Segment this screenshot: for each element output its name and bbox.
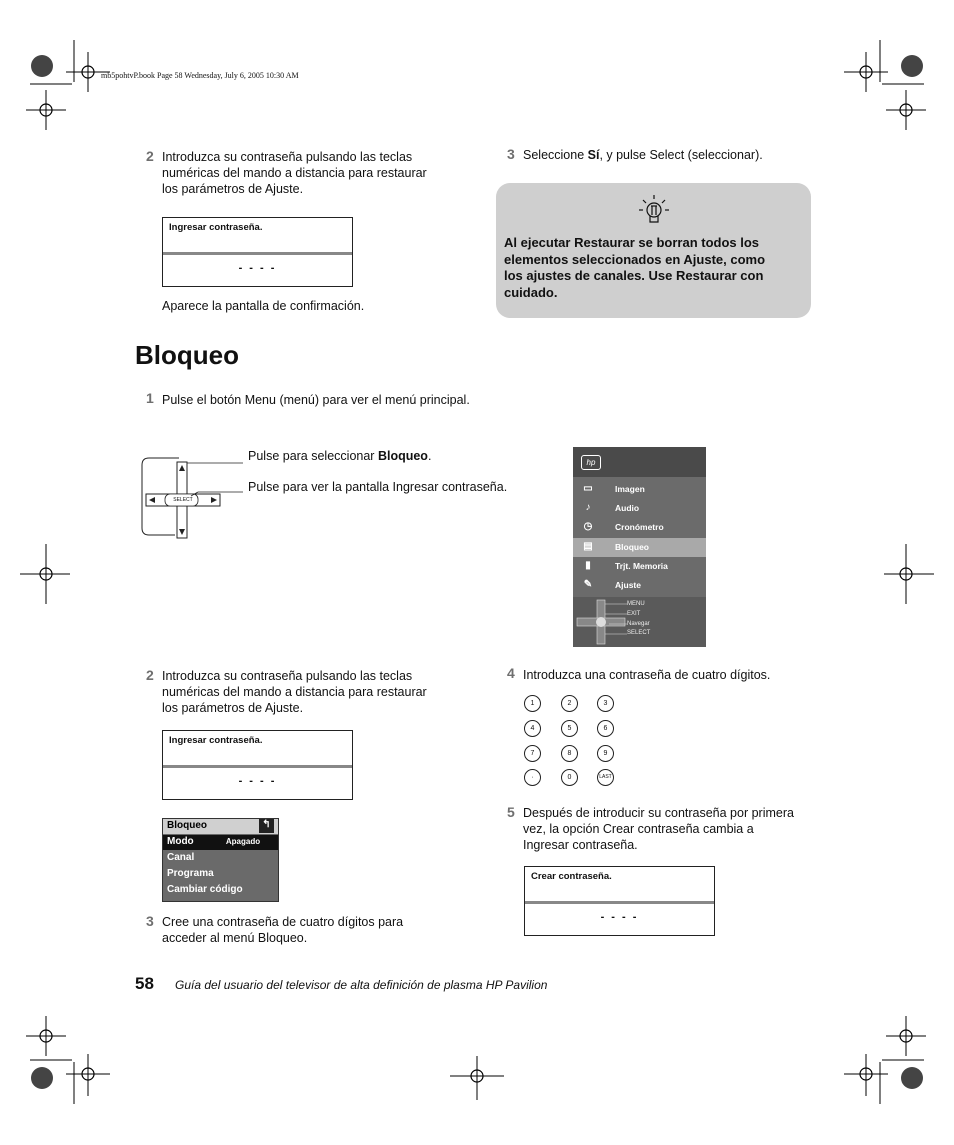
print-header: mb5pohtvP.book Page 58 Wednesday, July 6, 2005 10:30 AM bbox=[101, 71, 299, 80]
nav-dpad-icon bbox=[575, 598, 627, 646]
text-line: vez, la opción Crear contraseña cambia a bbox=[523, 822, 754, 836]
note-line: cuidado. bbox=[504, 284, 558, 300]
step-text bbox=[523, 147, 763, 163]
step-number: 1 bbox=[146, 390, 154, 406]
key-3[interactable]: 3 bbox=[597, 695, 614, 712]
password-dashes: - - - - bbox=[238, 775, 277, 787]
step-number: 3 bbox=[507, 146, 515, 162]
key-4[interactable]: 4 bbox=[524, 720, 541, 737]
callout-bold: Bloqueo bbox=[377, 449, 428, 463]
text-line: Cree una contraseña de cuatro dígitos para bbox=[162, 915, 404, 929]
lightbulb-icon bbox=[634, 191, 674, 227]
key-7[interactable]: 7 bbox=[524, 745, 541, 762]
key-1[interactable]: 1 bbox=[524, 695, 541, 712]
menu-item-label: Cronómetro bbox=[615, 522, 664, 532]
lock-menu-item-cambiar-codigo[interactable] bbox=[163, 883, 278, 898]
create-password-box bbox=[524, 866, 715, 936]
divider bbox=[163, 252, 352, 255]
nav-label-navegar: Navegar bbox=[627, 621, 650, 627]
menu-item-memoria[interactable] bbox=[573, 557, 706, 576]
password-box-label: Ingresar contraseña. bbox=[169, 222, 263, 233]
lock-menu-item-modo[interactable] bbox=[163, 835, 278, 850]
lock-submenu bbox=[162, 818, 279, 902]
select-button-label: SELECT bbox=[173, 497, 193, 503]
tv-main-menu bbox=[573, 447, 706, 647]
key-5[interactable]: 5 bbox=[561, 720, 578, 737]
step-number: 4 bbox=[507, 665, 515, 681]
key-dot[interactable]: · bbox=[524, 769, 541, 786]
password-dashes: - - - - bbox=[600, 911, 639, 923]
callout-suffix: . bbox=[427, 449, 432, 463]
callout-password-screen: Pulse para ver la pantalla Ingresar contraseña. bbox=[248, 480, 508, 494]
text-line: Ingresar contraseña. bbox=[523, 838, 638, 852]
menu-item-label: Ajuste bbox=[615, 580, 641, 590]
text-line: Introduzca su contraseña pulsando las teclas bbox=[162, 669, 413, 683]
lock-menu-item-label: Programa bbox=[167, 868, 214, 879]
timer-icon: ◷ bbox=[583, 521, 593, 532]
key-last[interactable]: LAST bbox=[597, 769, 614, 786]
text-line: Introduzca su contraseña pulsando las teclas bbox=[162, 150, 413, 164]
text-line: los parámetros de Ajuste. bbox=[162, 182, 304, 196]
lock-menu-item-programa[interactable] bbox=[163, 867, 278, 882]
step-text: Introduzca una contraseña de cuatro dígitos. bbox=[523, 668, 771, 682]
key-8[interactable]: 8 bbox=[561, 745, 578, 762]
speaker-icon: ♪ bbox=[585, 502, 591, 513]
password-box-label: Crear contraseña. bbox=[531, 871, 612, 882]
password-box-label: Ingresar contraseña. bbox=[169, 735, 263, 746]
footer-title: Guía del usuario del televisor de alta definición de plasma HP Pavilion bbox=[175, 978, 548, 992]
step-number: 5 bbox=[507, 804, 515, 820]
hp-logo-text: hp bbox=[586, 458, 596, 467]
menu-item-label: Audio bbox=[615, 503, 640, 513]
hp-logo bbox=[581, 455, 601, 470]
password-dashes: - - - - bbox=[238, 262, 277, 274]
menu-item-ajuste[interactable] bbox=[573, 576, 706, 595]
divider bbox=[525, 901, 714, 904]
key-6[interactable]: 6 bbox=[597, 720, 614, 737]
key-9[interactable]: 9 bbox=[597, 745, 614, 762]
menu-header bbox=[573, 447, 706, 477]
step-text bbox=[162, 914, 452, 946]
menu-item-bloqueo[interactable] bbox=[573, 538, 706, 557]
mode-value: Apagado bbox=[211, 836, 275, 848]
nav-label-menu: MENU bbox=[627, 601, 645, 607]
menu-item-cronometro[interactable] bbox=[573, 518, 706, 537]
text-line: acceder al menú Bloqueo. bbox=[162, 931, 308, 945]
menu-item-label: Trjt. Memoria bbox=[615, 561, 668, 571]
text-prefix: Seleccione bbox=[523, 148, 588, 162]
lock-menu-item-canal[interactable] bbox=[163, 851, 278, 866]
menu-item-audio[interactable] bbox=[573, 499, 706, 518]
note-line: los ajustes de canales. Use Restaurar con bbox=[504, 268, 764, 283]
text-suffix: , y pulse Select (seleccionar). bbox=[599, 148, 763, 162]
lock-menu-title bbox=[163, 819, 278, 834]
key-0[interactable]: 0 bbox=[561, 769, 578, 786]
step-text bbox=[162, 668, 452, 716]
password-box bbox=[162, 730, 353, 800]
text-bold: Sí bbox=[587, 148, 600, 162]
step-text bbox=[523, 805, 823, 853]
step-text: Pulse el botón Menu (menú) para ver el menú principal. bbox=[162, 393, 470, 407]
note-line: elementos seleccionados en Ajuste, como bbox=[504, 251, 766, 267]
section-title: Bloqueo bbox=[135, 340, 239, 370]
back-icon[interactable]: ↰ bbox=[259, 819, 274, 833]
divider bbox=[163, 765, 352, 768]
text-line: Después de introducir su contraseña por primera bbox=[523, 806, 794, 820]
menu-item-imagen[interactable] bbox=[573, 480, 706, 499]
lock-icon: ▤ bbox=[583, 541, 593, 552]
note-text bbox=[504, 235, 804, 301]
password-box bbox=[162, 217, 353, 287]
wrench-icon: ✎ bbox=[583, 579, 593, 590]
step-number: 3 bbox=[146, 913, 154, 929]
lock-menu-item-label: Cambiar código bbox=[167, 884, 243, 895]
menu-item-label: Bloqueo bbox=[615, 542, 649, 552]
callout-select-lock bbox=[248, 448, 431, 464]
text-line: numéricas del mando a distancia para restaurar bbox=[162, 685, 427, 699]
lock-menu-title-text: Bloqueo bbox=[167, 820, 207, 831]
key-2[interactable]: 2 bbox=[561, 695, 578, 712]
step-number: 2 bbox=[146, 667, 154, 683]
menu-nav-legend bbox=[573, 597, 706, 647]
confirmation-text: Aparece la pantalla de confirmación. bbox=[162, 299, 365, 313]
lock-menu-item-label: Canal bbox=[167, 852, 195, 863]
nav-label-select: SELECT bbox=[627, 630, 651, 636]
text-line: los parámetros de Ajuste. bbox=[162, 701, 304, 715]
memory-card-icon: ▮ bbox=[585, 560, 591, 571]
lock-menu-item-label: Modo bbox=[167, 836, 194, 847]
menu-item-label: Imagen bbox=[615, 484, 645, 494]
step-text bbox=[162, 149, 452, 197]
page-number: 58 bbox=[135, 974, 154, 993]
step-number: 2 bbox=[146, 148, 154, 164]
caution-note bbox=[496, 183, 811, 318]
callout-prefix: Pulse para seleccionar bbox=[248, 449, 378, 463]
note-line: Al ejecutar Restaurar se borran todos los bbox=[504, 235, 760, 250]
text-line: numéricas del mando a distancia para restaurar bbox=[162, 166, 427, 180]
nav-label-exit: EXIT bbox=[627, 611, 641, 617]
image-icon: ▭ bbox=[583, 483, 593, 494]
